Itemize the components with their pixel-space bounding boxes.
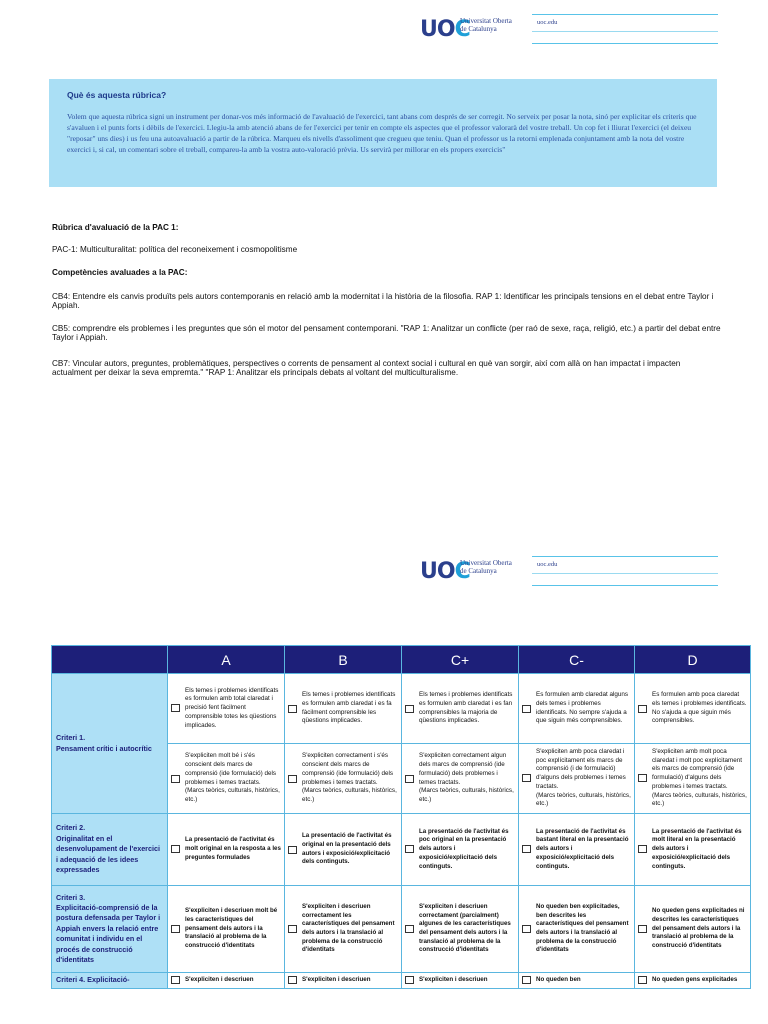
competence-cb7: CB7: Vincular autors, preguntes, problemàtiques, perspectives o corrents de pensament al context social i cultural en què van sorgir, així com allà on han impactat i impacten actualment per deixar la seva empremta." "RAP 1: Analitzar els principals debats al voltant del multiculturalisme. — [52, 359, 681, 378]
level-description: La presentació de l'activitat és molt literal en la presentació dels autors i exposició/explicitació dels continguts. — [652, 827, 742, 870]
rubric-cell — [519, 744, 635, 814]
checkbox-square[interactable] — [405, 976, 414, 984]
header-level-d: D — [635, 646, 751, 674]
level-description: S'expliciten correctament algun dels marcs de comprensió (ide formulació) dels problemes i temes tractats. (Marcs teòrics, culturals, històrics, etc.) — [419, 752, 514, 803]
checkbox-square[interactable] — [405, 845, 414, 853]
rubric-cell — [402, 886, 519, 973]
level-description: La presentació de l'activitat és molt original en la resposta a les preguntes formulades — [185, 836, 281, 861]
level-description: S'expliciten i descriuen correctament les característiques del pensament dels autors i la translació al problema de la construcció d'identitats — [302, 902, 395, 954]
uoc-header-page2 — [420, 556, 720, 588]
checkbox-option[interactable] — [285, 903, 398, 955]
rubric-cell — [285, 744, 402, 814]
uoc-logo: UOC — [420, 559, 470, 584]
checkbox-option[interactable] — [635, 976, 747, 985]
competences-title: Competències avaluades a la PAC: — [52, 268, 188, 277]
rubric-cell — [402, 744, 519, 814]
checkbox-square[interactable] — [405, 775, 414, 783]
criterion-label: Criteri 4. Explicitació- — [52, 973, 168, 989]
rubric-cell — [285, 973, 402, 989]
checkbox-option[interactable] — [168, 907, 281, 951]
table-row — [52, 814, 751, 886]
website-link[interactable]: uoc.edu — [537, 561, 558, 568]
competence-cb5: CB5: comprendre els problemes i les preguntes que són el motor del pensament contemporani. "RAP 1: Analitzar un conflicte (per raó de sexe, raça, religió, etc.) a partir del debat entre Taylor i Appiah. — [52, 324, 721, 343]
criterion-label: Criteri 2. Originalitat en el desenvolupament de l'exercici i adequació de les idees expressades — [52, 814, 168, 886]
level-description: S'expliciten amb molt poca claredat i molt poc explícitament els marcs de comprensió (ide formulació) d'alguns dels problemes i temes tractats. (Marcs teòrics, culturals, històrics, etc.) — [652, 748, 747, 808]
checkbox-option[interactable] — [285, 976, 398, 985]
rubric-cell — [285, 814, 402, 886]
checkbox-option[interactable] — [519, 903, 631, 955]
checkbox-square[interactable] — [638, 705, 647, 713]
rubric-cell — [285, 674, 402, 744]
university-name: Universitat Oberta de Catalunya — [460, 559, 512, 575]
rubric-cell — [635, 814, 751, 886]
checkbox-square[interactable] — [288, 846, 297, 854]
checkbox-square[interactable] — [522, 925, 531, 933]
level-description: S'expliciten i descriuen correctament (parcialment) algunes de les característiques del pensament dels autors i la translació al problema de la construcció d'identitats — [419, 902, 511, 954]
rubric-cell — [635, 886, 751, 973]
table-row — [52, 674, 751, 744]
checkbox-square[interactable] — [171, 925, 180, 933]
checkbox-square[interactable] — [171, 775, 180, 783]
checkbox-square[interactable] — [638, 845, 647, 853]
website-link[interactable]: uoc.edu — [537, 19, 558, 26]
checkbox-square[interactable] — [638, 925, 647, 933]
level-description: La presentació de l'activitat és original en la presentació dels autors i exposició/explicitació dels continguts. — [302, 832, 392, 866]
level-description: Els temes i problemes identificats es formulen amb total claredat i precisió fent fàcilment comprensible totes les qüestions implicades. — [185, 686, 279, 729]
checkbox-option[interactable] — [285, 691, 398, 726]
criterion-label: Criteri 3. Explicitació-comprensió de la postura defensada per Taylor i Appiah envers la relació entre comunitat i individu en el procés de construcció d'identitats — [52, 886, 168, 973]
rubric-cell — [168, 886, 285, 973]
rubric-cell — [635, 973, 751, 989]
checkbox-square[interactable] — [171, 845, 180, 853]
competence-cb4: CB4: Entendre els canvis produïts pels autors contemporanis en relació amb la modernitat i la història de la filosofia. RAP 1: Identificar les principals tensions en el debat entre Taylor i Appiah. — [52, 292, 714, 311]
checkbox-option[interactable] — [635, 748, 747, 809]
checkbox-option[interactable] — [519, 748, 631, 809]
checkbox-option[interactable] — [402, 752, 515, 804]
uoc-header-top — [420, 14, 720, 46]
checkbox-square[interactable] — [638, 774, 647, 782]
table-row — [52, 886, 751, 973]
rubric-cell — [519, 886, 635, 973]
checkbox-square[interactable] — [405, 925, 414, 933]
checkbox-option[interactable] — [402, 691, 515, 726]
rubric-cell — [168, 744, 285, 814]
uoc-logo: UOC — [420, 17, 470, 42]
checkbox-option[interactable] — [168, 752, 281, 804]
header-lines — [532, 14, 718, 44]
header-level-c-minus: C- — [519, 646, 635, 674]
level-description: S'expliciten i descriuen — [302, 976, 371, 983]
rubric-cell — [519, 814, 635, 886]
level-description: S'expliciten molt bé i s'és conscient dels marcs de comprensió (ide formulació) dels problemes i temes tractats. (Marcs teòrics, culturals, històrics, etc.) — [185, 752, 280, 803]
rubric-cell — [168, 814, 285, 886]
level-description: Es formulen amb claredat alguns dels temes i problemes identificats. No sempre s'ajuda a que siguin més comprensibles. — [536, 691, 629, 725]
level-description: No queden ben explicitades, ben descrites les característiques del pensament dels autors i la translació al problema de la construcció d'identitats — [536, 902, 629, 954]
level-description: S'expliciten i descriuen — [419, 976, 488, 983]
rubric-cell — [402, 814, 519, 886]
checkbox-square[interactable] — [405, 705, 414, 713]
level-description: No queden gens explicitades — [652, 976, 738, 983]
rubric-cell — [635, 674, 751, 744]
level-description: Es formulen amb poca claredat els temes i problemes identificats. No s'ajuda a que siguin més comprensibles. — [652, 691, 747, 725]
checkbox-square[interactable] — [522, 705, 531, 713]
checkbox-square[interactable] — [288, 775, 297, 783]
checkbox-square[interactable] — [171, 704, 180, 712]
pac-line: PAC-1: Multiculturalitat: política del reconeixement i cosmopolitisme — [52, 245, 298, 254]
level-description: Els temes i problemes identificats es formulen amb claredat i es fa fàcilment comprensible les qüestions implicades. — [302, 691, 396, 725]
rubric-cell — [402, 973, 519, 989]
checkbox-option[interactable] — [635, 691, 747, 726]
level-description: Els temes i problemes identificats es formulen amb claredat i es fan comprensibles la majoria de qüestions implicades. — [419, 691, 513, 725]
level-description: La presentació de l'activitat és poc original en la presentació dels autors i exposició/explicitació dels continguts. — [419, 827, 509, 870]
checkbox-option[interactable] — [635, 907, 747, 951]
rubric-table — [51, 645, 751, 989]
checkbox-option[interactable] — [519, 828, 631, 872]
level-description: S'expliciten i descriuen — [185, 976, 254, 983]
header-lines — [532, 556, 718, 586]
info-box-title: Què és aquesta rúbrica? — [67, 90, 167, 100]
table-header-row — [52, 646, 751, 674]
level-description: La presentació de l'activitat és bastant literal en la presentació dels autors i exposició/explicitació dels continguts. — [536, 827, 629, 870]
checkbox-square[interactable] — [288, 925, 297, 933]
rubric-cell — [168, 973, 285, 989]
rubric-cell — [402, 674, 519, 744]
level-description: S'expliciten i descriuen molt bé les característiques del pensament dels autors i la translació al problema de la construcció d'identitats — [185, 907, 278, 950]
header-level-a: A — [168, 646, 285, 674]
info-box — [49, 79, 717, 187]
level-description: No queden ben — [536, 976, 581, 983]
checkbox-option[interactable] — [635, 828, 747, 872]
checkbox-option[interactable] — [519, 691, 631, 726]
checkbox-option[interactable] — [402, 828, 515, 872]
checkbox-option[interactable] — [402, 976, 515, 985]
rubric-title: Rúbrica d'avaluació de la PAC 1: — [52, 223, 179, 232]
checkbox-option[interactable] — [168, 836, 281, 862]
table-row — [52, 973, 751, 989]
header-empty — [52, 646, 168, 674]
university-name: Universitat Oberta de Catalunya — [460, 17, 512, 33]
checkbox-square[interactable] — [288, 705, 297, 713]
checkbox-option[interactable] — [285, 752, 398, 804]
checkbox-square[interactable] — [288, 976, 297, 984]
rubric-cell — [168, 674, 285, 744]
header-level-b: B — [285, 646, 402, 674]
rubric-cell — [519, 973, 635, 989]
checkbox-square[interactable] — [522, 976, 531, 984]
checkbox-option[interactable] — [285, 832, 398, 867]
level-description: S'expliciten amb poca claredat i poc explícitament els marcs de comprensió (i de formulació) d'alguns dels problemes i temes tractats. (Marcs teòrics, culturals, històrics, etc.) — [536, 748, 631, 808]
checkbox-square[interactable] — [522, 774, 531, 782]
rubric-cell — [519, 674, 635, 744]
checkbox-option[interactable] — [519, 976, 631, 985]
checkbox-option[interactable] — [402, 903, 515, 955]
level-description: No queden gens explicitades ni descrites les característiques del pensament dels autors i la translació al problema de la construcció d'identitats — [652, 907, 745, 950]
checkbox-square[interactable] — [522, 845, 531, 853]
checkbox-square[interactable] — [638, 976, 647, 984]
info-box-text: Volem que aquesta rúbrica signi un instrument per donar-vos més informació de l'avaluació de l'exercici, tant abans com després de ser corregit. No serveix per posar la nota, sinó per explicitar els criteris que s'avaluen i el punts forts i dèbils de l'exercici. Llegiu-la amb atenció abans de fer l'exercici per tenir en compte els aspectes que el professor valorarà del vostre treball. Un cop fet i lliurat l'exercici (el deixeu "reposar" uns dies) i us feu una autoavaluació a partir de la rúbrica. Marqueu els nivells d'assoliment que cregueu que teniu. Quan el professor us la retorni emplenada conjuntament amb la nota del vostre exercici i, si cal, un comentari sobre el treball, compareu-la amb la vostra auto-valoració prèvia. Us servirà per millorar en els propers exercicis" — [67, 112, 697, 154]
level-description: S'expliciten correctament i s'és conscient dels marcs de comprensió (ide formulació) dels problemes i temes tractats. (Marcs teòrics, culturals, històrics, etc.) — [302, 752, 397, 803]
criterion-label: Criteri 1. Pensament crític i autocrític — [52, 674, 168, 814]
rubric-cell — [635, 744, 751, 814]
checkbox-option[interactable] — [168, 976, 281, 985]
header-level-c-plus: C+ — [402, 646, 519, 674]
rubric-cell — [285, 886, 402, 973]
checkbox-option[interactable] — [168, 687, 281, 731]
checkbox-square[interactable] — [171, 976, 180, 984]
